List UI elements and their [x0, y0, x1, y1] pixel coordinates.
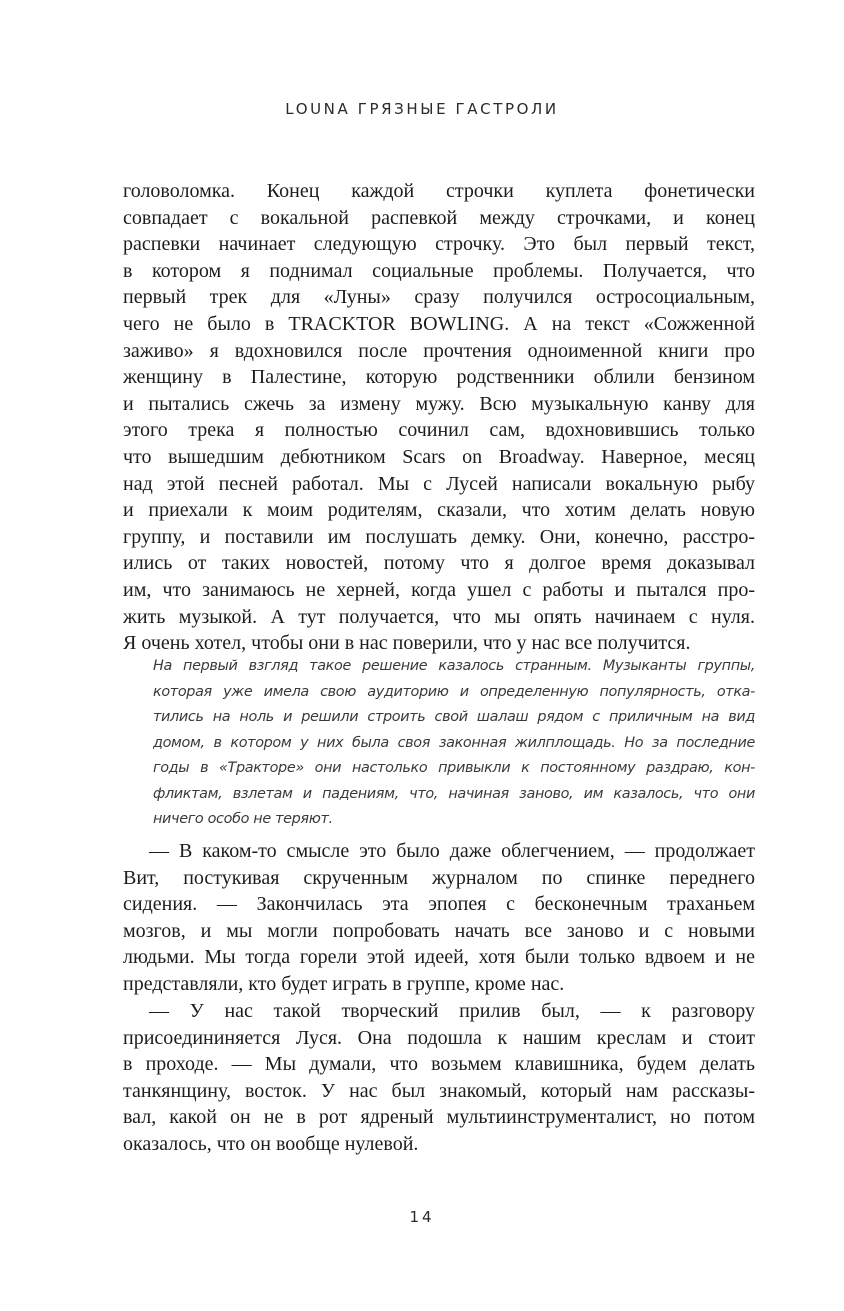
text-line: ились от таких новостей, потому что я долгое время доказывал	[123, 552, 755, 575]
text-line: в котором я поднимал социальные проблемы. Получается, что	[123, 259, 755, 282]
text-line: первый трек для «Луны» сразу получился остросоциальным,	[123, 286, 755, 309]
quote-line: которая уже имела свою аудиторию и определенную популярность, отка-	[153, 683, 755, 700]
text-line: заживо» я вдохновился после прочтения одноименной книги про	[123, 339, 755, 362]
text-line: людьми. Мы тогда горели этой идеей, хотя были только вдвоем и не	[123, 946, 755, 969]
text-line: в проходе. — Мы думали, что возьмем клавишника, будем делать	[123, 1053, 755, 1076]
quote-line: фликтам, взлетам и падениям, что, начиная заново, им казалось, что они	[153, 785, 755, 802]
quote-line: годы в «Тракторе» они настолько привыкли к постоянному раздраю, кон-	[153, 760, 755, 776]
text-line: чего не было в TRACKTOR BOWLING. А на текст «Сожженной	[123, 312, 755, 335]
text-line: распевки начинает следующую строчку. Это был первый текст,	[123, 233, 755, 256]
paragraph-3	[123, 998, 755, 1158]
page-number: 14	[409, 1208, 435, 1226]
text-line: танкянщину, восток. У нас был знакомый, который нам рассказы-	[123, 1079, 755, 1102]
text-line: и пытались сжечь за измену мужу. Всю музыкальную канву для	[123, 392, 755, 415]
text-line: — В каком-то смысле это было даже облегчением, — продолжает	[149, 840, 755, 862]
text-line: вал, какой он не в рот ядреный мультиинструменталист, но потом	[123, 1106, 755, 1129]
text-line: и приехали к моим родителям, сказали, что хотим делать новую	[123, 499, 755, 522]
text-line: Я очень хотел, чтобы они в нас поверили, что у нас все получится.	[123, 632, 691, 655]
text-line: им, что занимаюсь не херней, когда ушел с работы и пытался про-	[123, 578, 755, 601]
text-line: оказалось, что он вообще нулевой.	[123, 1132, 419, 1155]
running-title: LOUNA ГРЯЗНЫЕ ГАСТРОЛИ	[285, 100, 559, 118]
text-line: над этой песней работал. Мы с Лусей написали вокальную рыбу	[123, 472, 755, 495]
text-line: совпадает с вокальной распевкой между строчками, и конец	[123, 206, 755, 229]
text-line: представляли, кто будет играть в группе, кроме нас.	[123, 972, 565, 995]
quote-line: На первый взгляд такое решение казалось странным. Музыканты группы,	[153, 658, 755, 674]
text-line: женщину в Палестине, которую родственники облили бензином	[123, 366, 755, 389]
quote-line: тились на ноль и решили строить свой шалаш рядом с приличным на вид	[153, 709, 755, 725]
paragraph-1	[123, 178, 755, 657]
text-line: что вышедшим дебютником Scars on Broadway. Наверное, месяц	[123, 445, 755, 468]
paragraph-2	[123, 838, 755, 998]
text-line: группу, и поставили им послушать демку. Они, конечно, расстро-	[123, 525, 755, 548]
text-line: мозгов, и мы могли попробовать начать все заново и с новыми	[123, 919, 755, 942]
text-line: головоломка. Конец каждой строчки куплета фонетически	[123, 180, 755, 202]
text-line: Вит, постукивая скрученным журналом по спинке переднего	[123, 866, 755, 889]
text-line: — У нас такой творческий прилив был, — к разговору	[149, 1000, 755, 1022]
text-line: сидения. — Закончилась эта эпопея с бесконечным траханьем	[123, 893, 755, 916]
quote-line: ничего особо не теряют.	[153, 811, 333, 827]
italic-quote	[153, 654, 755, 833]
quote-line: домом, в котором у них была своя законная жилплощадь. Но за последние	[153, 734, 755, 751]
text-line: жить музыкой. А тут получается, что мы опять начинаем с нуля.	[123, 605, 755, 628]
text-line: этого трека я полностью сочинил сам, вдохновившись только	[123, 419, 755, 442]
text-line: присоедининяется Луся. Она подошла к нашим креслам и стоит	[123, 1026, 755, 1049]
